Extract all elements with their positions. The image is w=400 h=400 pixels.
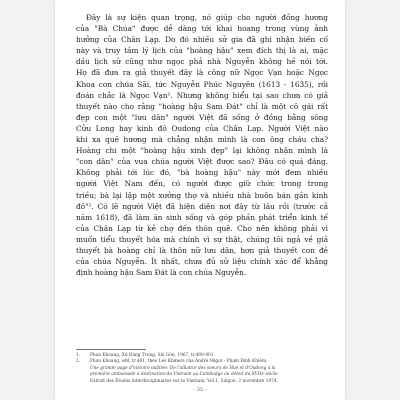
footnote-text: première ambassade à destination du Vietnam au Cambodge au début du XVIIè siècle. [90, 372, 280, 378]
text-line: triều; bà lại lập một xưởng thợ và nhiều nhà buôn bán gần kinh [76, 190, 328, 200]
footnote-text: Extrait des Études interdisciplinaires sur le Vietnam, Vol.1, Saigon, 2 novembre 1974. [90, 378, 278, 384]
text-line: Đây là sự kiện quan trọng, nó giúp cho người đồng hương [86, 13, 328, 22]
text-line: hưởng của Chân Lạp. Do đó nhiều sử gia đã ghi nhận biến cố [76, 35, 328, 45]
text-line: Cửu Long hay kinh đô Oudong của Chân Lạp. Người Việt nào [76, 123, 328, 133]
text-line: người Việt Nam đến, có người được giữ chức trong trong [76, 179, 328, 189]
text-line: Khoa con chúa Sãi, tức Nguyễn Phúc Nguyên (1613 - 1635), rồi [76, 79, 328, 89]
text-line: Họ đã đưa ra giả thuyết đây là công nữ Ngọc Vạn hoặc Ngọc [76, 68, 328, 78]
footnotes [76, 353, 328, 385]
text-line: muốn tiểu thuyết hóa mà chính vì sự thật, chúng tôi ngả về giả [76, 234, 328, 244]
text-line: Không phải tới lúc đó, "bà hoàng hậu" này mới đem nhiều [76, 168, 328, 178]
text-line: của Chân Lạp từ kẻ chợ đến thôn quê. Cho nên không phải vì [76, 223, 328, 233]
text-line: đoán chắc là Ngọc Vạn¹. Nhưng không hiểu tại sao chưa có giả [76, 90, 328, 100]
text-line: đô"². Có lẽ người Việt đã hiện diện nơi đây từ lâu rồi (trước cả [76, 201, 328, 211]
footnote-text: Phan Khoang, sđd, tr.401, theo Les Khmers của André Migot - Phạm Đình Khiêm, [90, 359, 268, 365]
footnote-text: Phan Khoang, Xứ Đàng Trong, Sài Gòn, 1967, tr.400-401. [90, 353, 215, 358]
text-line: "con dân" của vua chúa người Việt được sao? Đâu có quá đáng. [76, 157, 328, 167]
text-line: đẹp con một "lưu dân" người Việt đã sống ở đồng bằng sông [76, 112, 328, 122]
text-line: định hoàng hậu Sam Đát là con chúa Nguyễn. [76, 268, 247, 278]
text-line: của "Bà Chúa" được dễ dàng tới khai hoang trong vùng ảnh [76, 24, 328, 34]
body-text [76, 12, 328, 278]
footnote-text: Une grande page d'histoire oubliée: De l'alliance des soeurs de Hué et d'Oudong à la [90, 365, 276, 371]
text-line: khi xa quê hương mà chẳng nhận mình là con ông cháu cha? [76, 135, 328, 145]
page-number: - 35 - [193, 387, 207, 393]
text-line: Hoàng chi một "hoàng hậu xinh đẹp" lại không nhận mình là [76, 146, 328, 156]
text-line: năm 1618), đã làm ăn sinh sống và góp phần phát triển kinh tế [76, 212, 328, 222]
footnote-divider [76, 349, 146, 350]
text-line: thuyết nào cho rằng "hoàng hậu Sam Đát" chỉ là một cô gái rất [76, 101, 328, 111]
book-page [55, 0, 345, 400]
text-line: của chúa Nguyễn. Ít nhất, chưa đủ sử liệu chính xác để khẳng [76, 257, 328, 267]
text-line: dầu lịch sử cũng như ngọc phả nhà Nguyễn không hề nói tới. [76, 57, 328, 67]
footnote-number: 2. [76, 359, 81, 365]
footnote-number: 1. [76, 353, 81, 358]
text-line: thuyết bà hoàng chỉ là thôn nữ lưu dân, hơn giả thuyết con đẻ [76, 245, 328, 255]
text-line: này và truy tầm lý lịch của "hoàng hậu" xem đích thị là ai, mặc [76, 46, 328, 56]
